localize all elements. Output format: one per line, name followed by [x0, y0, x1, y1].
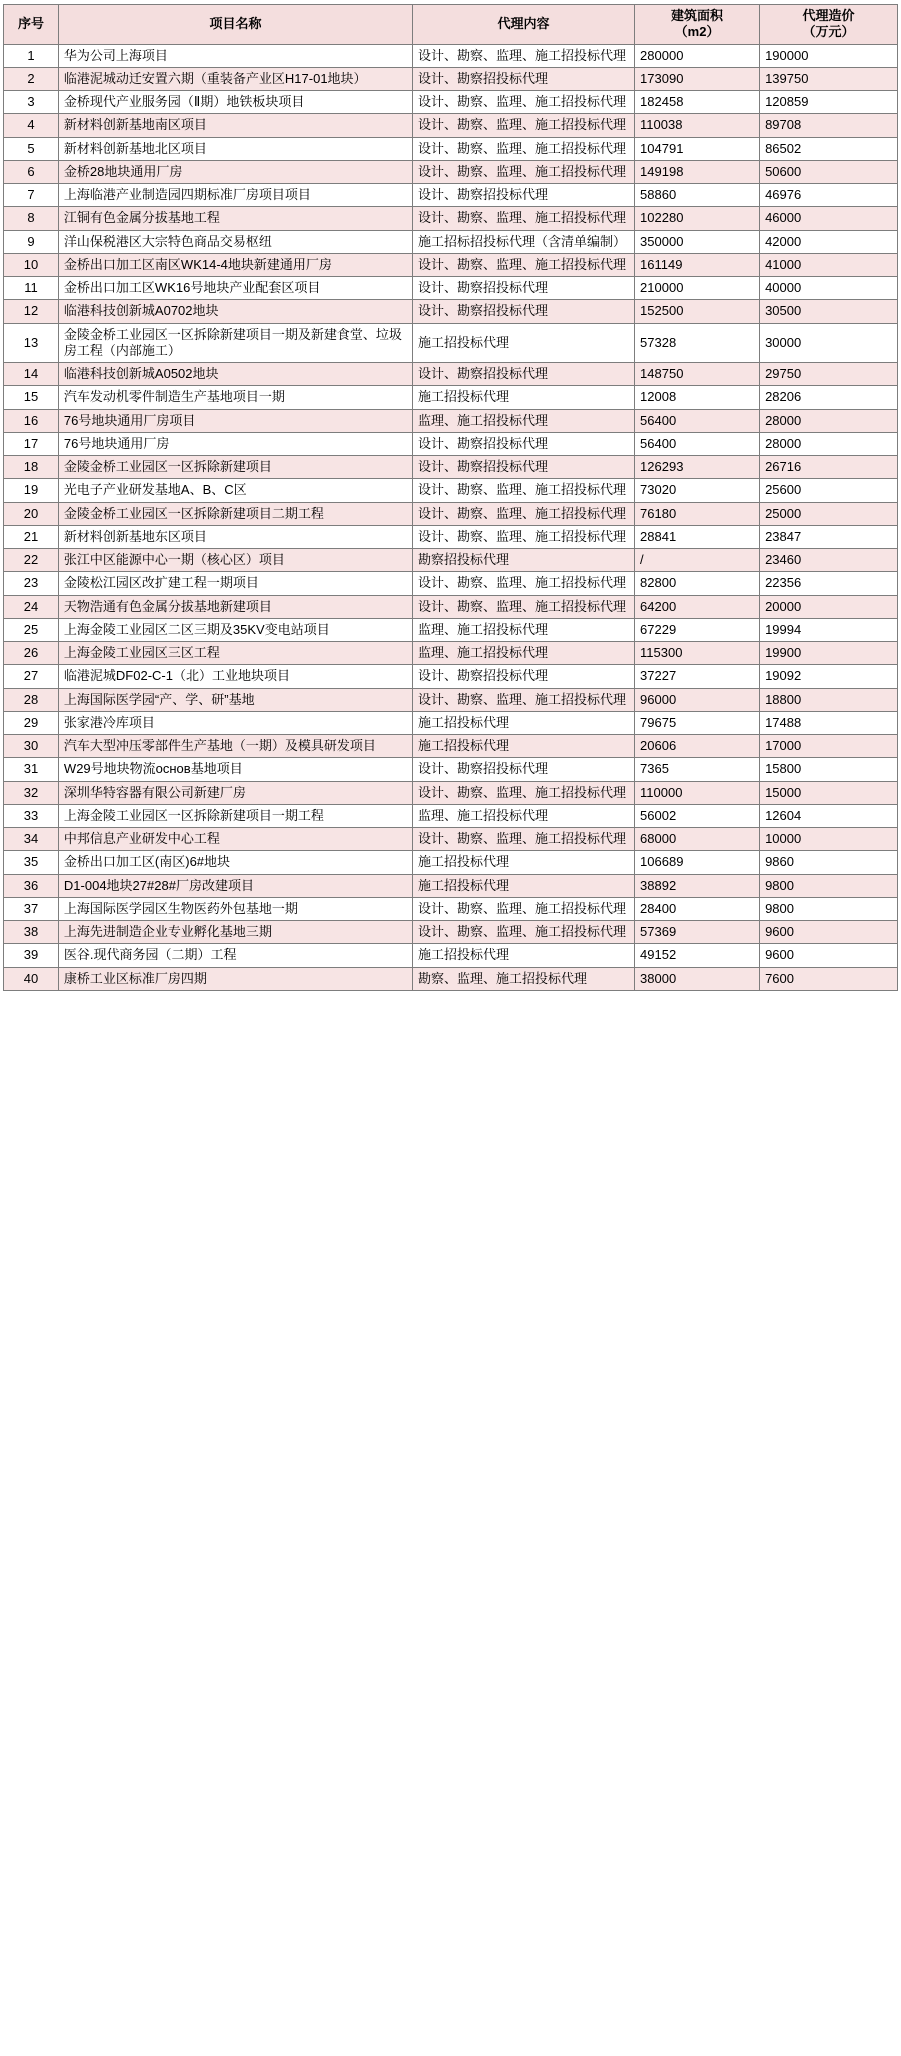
cell-agency-price: 23847: [760, 525, 898, 548]
cell-agency-scope: 设计、勘察、监理、施工招投标代理: [413, 479, 635, 502]
column-header-price-line2: （万元）: [802, 24, 855, 40]
cell-agency-scope: 设计、勘察招投标代理: [413, 363, 635, 386]
cell-seq: 38: [4, 921, 59, 944]
cell-seq: 33: [4, 804, 59, 827]
cell-agency-price: 86502: [760, 137, 898, 160]
cell-seq: 36: [4, 874, 59, 897]
cell-project-name: 上海临港产业制造园四期标准厂房项目项目: [58, 184, 412, 207]
cell-agency-scope: 设计、勘察招投标代理: [413, 665, 635, 688]
cell-building-area: 73020: [635, 479, 760, 502]
cell-agency-scope: 勘察、监理、施工招投标代理: [413, 967, 635, 990]
table-row: [4, 828, 898, 851]
cell-project-name: 76号地块通用厂房: [58, 432, 412, 455]
cell-building-area: 28841: [635, 525, 760, 548]
cell-agency-scope: 施工招投标代理: [413, 711, 635, 734]
cell-agency-price: 17000: [760, 735, 898, 758]
cell-agency-scope: 设计、勘察、监理、施工招投标代理: [413, 897, 635, 920]
cell-agency-price: 15800: [760, 758, 898, 781]
header-row: [4, 5, 898, 45]
cell-building-area: 58860: [635, 184, 760, 207]
cell-agency-scope: 设计、勘察、监理、施工招投标代理: [413, 921, 635, 944]
cell-agency-price: 29750: [760, 363, 898, 386]
cell-seq: 35: [4, 851, 59, 874]
cell-building-area: 7365: [635, 758, 760, 781]
cell-building-area: 57369: [635, 921, 760, 944]
table-row: [4, 967, 898, 990]
cell-project-name: 上海金陵工业园区三区工程: [58, 642, 412, 665]
project-table-sheet: [0, 0, 901, 993]
cell-building-area: 106689: [635, 851, 760, 874]
table-row: [4, 91, 898, 114]
cell-project-name: 汽车大型冲压零部件生产基地（一期）及模具研发项目: [58, 735, 412, 758]
cell-building-area: 28400: [635, 897, 760, 920]
table-header: [4, 5, 898, 45]
cell-project-name: 张家港冷库项目: [58, 711, 412, 734]
cell-building-area: 96000: [635, 688, 760, 711]
cell-seq: 21: [4, 525, 59, 548]
cell-agency-scope: 设计、勘察招投标代理: [413, 277, 635, 300]
cell-agency-price: 30000: [760, 323, 898, 363]
cell-seq: 30: [4, 735, 59, 758]
cell-seq: 31: [4, 758, 59, 781]
cell-agency-price: 9800: [760, 897, 898, 920]
cell-seq: 1: [4, 44, 59, 67]
cell-agency-price: 28000: [760, 432, 898, 455]
cell-project-name: 新材料创新基地东区项目: [58, 525, 412, 548]
cell-building-area: 126293: [635, 456, 760, 479]
cell-building-area: 56400: [635, 432, 760, 455]
column-header-area: [635, 5, 760, 45]
cell-agency-scope: 监理、施工招投标代理: [413, 409, 635, 432]
cell-agency-price: 19994: [760, 618, 898, 641]
cell-building-area: 102280: [635, 207, 760, 230]
cell-agency-scope: 设计、勘察、监理、施工招投标代理: [413, 137, 635, 160]
table-row: [4, 735, 898, 758]
cell-agency-price: 9600: [760, 921, 898, 944]
cell-seq: 26: [4, 642, 59, 665]
cell-seq: 4: [4, 114, 59, 137]
table-row: [4, 921, 898, 944]
cell-agency-price: 9860: [760, 851, 898, 874]
cell-seq: 14: [4, 363, 59, 386]
cell-agency-scope: 勘察招投标代理: [413, 549, 635, 572]
cell-agency-price: 28000: [760, 409, 898, 432]
cell-agency-scope: 设计、勘察、监理、施工招投标代理: [413, 502, 635, 525]
cell-project-name: 金陵松江园区改扩建工程一期项目: [58, 572, 412, 595]
cell-agency-scope: 施工招投标代理: [413, 386, 635, 409]
cell-agency-scope: 设计、勘察招投标代理: [413, 758, 635, 781]
cell-agency-price: 15000: [760, 781, 898, 804]
table-row: [4, 137, 898, 160]
cell-building-area: 57328: [635, 323, 760, 363]
cell-seq: 24: [4, 595, 59, 618]
cell-project-name: 新材料创新基地南区项目: [58, 114, 412, 137]
cell-seq: 27: [4, 665, 59, 688]
cell-seq: 9: [4, 230, 59, 253]
cell-project-name: 医谷.现代商务园（二期）工程: [58, 944, 412, 967]
cell-agency-price: 40000: [760, 277, 898, 300]
table-row: [4, 549, 898, 572]
cell-seq: 12: [4, 300, 59, 323]
cell-building-area: 148750: [635, 363, 760, 386]
table-row: [4, 874, 898, 897]
cell-agency-scope: 设计、勘察招投标代理: [413, 67, 635, 90]
cell-agency-scope: 设计、勘察招投标代理: [413, 432, 635, 455]
cell-project-name: 张江中区能源中心一期（核心区）项目: [58, 549, 412, 572]
cell-building-area: 38892: [635, 874, 760, 897]
cell-seq: 18: [4, 456, 59, 479]
cell-agency-price: 19092: [760, 665, 898, 688]
cell-project-name: 上海国际医学园“产、学、研”基地: [58, 688, 412, 711]
cell-building-area: 68000: [635, 828, 760, 851]
table-body: [4, 44, 898, 990]
cell-project-name: 上海金陵工业园区二区三期及35KV变电站项目: [58, 618, 412, 641]
project-table: [3, 4, 898, 991]
cell-project-name: D1-004地块27#28#厂房改建项目: [58, 874, 412, 897]
cell-seq: 7: [4, 184, 59, 207]
cell-project-name: 金桥出口加工区(南区)6#地块: [58, 851, 412, 874]
cell-project-name: 江铜有色金属分拔基地工程: [58, 207, 412, 230]
cell-agency-price: 20000: [760, 595, 898, 618]
cell-building-area: 104791: [635, 137, 760, 160]
cell-project-name: 汽车发动机零件制造生产基地项目一期: [58, 386, 412, 409]
cell-seq: 15: [4, 386, 59, 409]
table-row: [4, 618, 898, 641]
table-row: [4, 897, 898, 920]
cell-agency-price: 46976: [760, 184, 898, 207]
table-row: [4, 479, 898, 502]
cell-building-area: 152500: [635, 300, 760, 323]
cell-building-area: 49152: [635, 944, 760, 967]
table-row: [4, 665, 898, 688]
cell-agency-price: 9800: [760, 874, 898, 897]
table-row: [4, 323, 898, 363]
cell-seq: 39: [4, 944, 59, 967]
cell-project-name: 金陵金桥工业园区一区拆除新建项目二期工程: [58, 502, 412, 525]
cell-agency-price: 46000: [760, 207, 898, 230]
cell-building-area: 20606: [635, 735, 760, 758]
cell-agency-scope: 设计、勘察招投标代理: [413, 300, 635, 323]
cell-project-name: 临港科技创新城A0702地块: [58, 300, 412, 323]
table-row: [4, 432, 898, 455]
cell-building-area: 64200: [635, 595, 760, 618]
table-row: [4, 456, 898, 479]
cell-agency-scope: 施工招标招投标代理（含清单编制）: [413, 230, 635, 253]
cell-agency-scope: 施工招投标代理: [413, 944, 635, 967]
table-row: [4, 572, 898, 595]
table-row: [4, 502, 898, 525]
cell-building-area: 161149: [635, 253, 760, 276]
cell-seq: 19: [4, 479, 59, 502]
table-row: [4, 758, 898, 781]
table-row: [4, 711, 898, 734]
table-row: [4, 409, 898, 432]
cell-seq: 17: [4, 432, 59, 455]
cell-project-name: 天物浩通有色金属分拔基地新建项目: [58, 595, 412, 618]
cell-building-area: /: [635, 549, 760, 572]
cell-agency-scope: 监理、施工招投标代理: [413, 804, 635, 827]
cell-agency-price: 89708: [760, 114, 898, 137]
cell-agency-scope: 设计、勘察招投标代理: [413, 456, 635, 479]
cell-project-name: 康桥工业区标准厂房四期: [58, 967, 412, 990]
cell-agency-price: 30500: [760, 300, 898, 323]
cell-project-name: 临港科技创新城A0502地块: [58, 363, 412, 386]
cell-project-name: W29号地块物流основ基地项目: [58, 758, 412, 781]
cell-agency-scope: 设计、勘察、监理、施工招投标代理: [413, 114, 635, 137]
column-header-scope: 代理内容: [413, 5, 635, 45]
cell-project-name: 新材料创新基地北区项目: [58, 137, 412, 160]
cell-seq: 6: [4, 160, 59, 183]
cell-agency-price: 10000: [760, 828, 898, 851]
table-row: [4, 386, 898, 409]
cell-building-area: 110000: [635, 781, 760, 804]
column-header-price-line1: 代理造价: [802, 8, 855, 23]
cell-building-area: 56002: [635, 804, 760, 827]
table-row: [4, 804, 898, 827]
table-row: [4, 230, 898, 253]
cell-agency-price: 23460: [760, 549, 898, 572]
cell-agency-price: 42000: [760, 230, 898, 253]
cell-building-area: 115300: [635, 642, 760, 665]
cell-agency-scope: 设计、勘察、监理、施工招投标代理: [413, 595, 635, 618]
cell-agency-scope: 施工招投标代理: [413, 851, 635, 874]
cell-project-name: 深圳华特容器有限公司新建厂房: [58, 781, 412, 804]
table-row: [4, 300, 898, 323]
cell-seq: 23: [4, 572, 59, 595]
cell-building-area: 56400: [635, 409, 760, 432]
cell-agency-scope: 施工招投标代理: [413, 323, 635, 363]
cell-building-area: 210000: [635, 277, 760, 300]
cell-seq: 8: [4, 207, 59, 230]
cell-project-name: 临港泥城动迁安置六期（重装备产业区H17-01地块）: [58, 67, 412, 90]
cell-agency-scope: 设计、勘察、监理、施工招投标代理: [413, 44, 635, 67]
cell-seq: 2: [4, 67, 59, 90]
cell-agency-scope: 设计、勘察、监理、施工招投标代理: [413, 572, 635, 595]
cell-seq: 20: [4, 502, 59, 525]
cell-agency-scope: 监理、施工招投标代理: [413, 618, 635, 641]
cell-seq: 3: [4, 91, 59, 114]
cell-building-area: 350000: [635, 230, 760, 253]
table-row: [4, 642, 898, 665]
cell-project-name: 中邦信息产业研发中心工程: [58, 828, 412, 851]
cell-building-area: 280000: [635, 44, 760, 67]
cell-agency-price: 25000: [760, 502, 898, 525]
cell-agency-price: 120859: [760, 91, 898, 114]
table-row: [4, 363, 898, 386]
cell-project-name: 金桥出口加工区南区WK14-4地块新建通用厂房: [58, 253, 412, 276]
table-row: [4, 184, 898, 207]
cell-agency-scope: 施工招投标代理: [413, 735, 635, 758]
cell-building-area: 38000: [635, 967, 760, 990]
cell-agency-price: 12604: [760, 804, 898, 827]
cell-building-area: 12008: [635, 386, 760, 409]
cell-building-area: 76180: [635, 502, 760, 525]
table-row: [4, 207, 898, 230]
cell-agency-price: 22356: [760, 572, 898, 595]
table-row: [4, 851, 898, 874]
cell-agency-price: 19900: [760, 642, 898, 665]
cell-agency-scope: 监理、施工招投标代理: [413, 642, 635, 665]
cell-seq: 40: [4, 967, 59, 990]
table-row: [4, 44, 898, 67]
table-row: [4, 67, 898, 90]
cell-agency-scope: 施工招投标代理: [413, 874, 635, 897]
cell-seq: 13: [4, 323, 59, 363]
cell-seq: 34: [4, 828, 59, 851]
cell-project-name: 金桥现代产业服务园（Ⅱ期）地铁板块项目: [58, 91, 412, 114]
table-row: [4, 688, 898, 711]
cell-project-name: 洋山保税港区大宗特色商品交易枢纽: [58, 230, 412, 253]
cell-project-name: 金桥出口加工区WK16号地块产业配套区项目: [58, 277, 412, 300]
column-header-area-line1: 建筑面积: [671, 8, 724, 23]
cell-seq: 5: [4, 137, 59, 160]
cell-agency-price: 9600: [760, 944, 898, 967]
cell-building-area: 173090: [635, 67, 760, 90]
cell-building-area: 79675: [635, 711, 760, 734]
cell-project-name: 上海国际医学园区生物医药外包基地一期: [58, 897, 412, 920]
cell-agency-scope: 设计、勘察、监理、施工招投标代理: [413, 525, 635, 548]
cell-seq: 29: [4, 711, 59, 734]
cell-project-name: 临港泥城DF02-C-1（北）工业地块项目: [58, 665, 412, 688]
cell-project-name: 上海金陵工业园区一区拆除新建项目一期工程: [58, 804, 412, 827]
table-row: [4, 253, 898, 276]
table-row: [4, 160, 898, 183]
cell-building-area: 37227: [635, 665, 760, 688]
cell-agency-price: 7600: [760, 967, 898, 990]
cell-agency-price: 139750: [760, 67, 898, 90]
column-header-area-line2: （m2）: [674, 24, 720, 40]
cell-building-area: 67229: [635, 618, 760, 641]
column-header-seq: 序号: [4, 5, 59, 45]
cell-agency-scope: 设计、勘察、监理、施工招投标代理: [413, 253, 635, 276]
table-row: [4, 114, 898, 137]
table-row: [4, 525, 898, 548]
column-header-price: [760, 5, 898, 45]
cell-agency-price: 190000: [760, 44, 898, 67]
cell-agency-price: 18800: [760, 688, 898, 711]
table-row: [4, 595, 898, 618]
table-row: [4, 781, 898, 804]
table-row: [4, 277, 898, 300]
cell-agency-scope: 设计、勘察招投标代理: [413, 184, 635, 207]
cell-project-name: 光电子产业研发基地A、B、C区: [58, 479, 412, 502]
cell-agency-price: 25600: [760, 479, 898, 502]
cell-seq: 32: [4, 781, 59, 804]
cell-project-name: 华为公司上海项目: [58, 44, 412, 67]
cell-seq: 37: [4, 897, 59, 920]
cell-seq: 16: [4, 409, 59, 432]
cell-agency-price: 28206: [760, 386, 898, 409]
cell-agency-scope: 设计、勘察、监理、施工招投标代理: [413, 781, 635, 804]
cell-project-name: 金桥28地块通用厂房: [58, 160, 412, 183]
cell-agency-price: 26716: [760, 456, 898, 479]
cell-project-name: 金陵金桥工业园区一区拆除新建项目一期及新建食堂、垃圾房工程（内部施工）: [58, 323, 412, 363]
cell-agency-scope: 设计、勘察、监理、施工招投标代理: [413, 828, 635, 851]
cell-agency-price: 17488: [760, 711, 898, 734]
cell-seq: 28: [4, 688, 59, 711]
cell-seq: 10: [4, 253, 59, 276]
cell-agency-price: 50600: [760, 160, 898, 183]
column-header-name: 项目名称: [58, 5, 412, 45]
cell-agency-scope: 设计、勘察、监理、施工招投标代理: [413, 160, 635, 183]
cell-project-name: 上海先进制造企业专业孵化基地三期: [58, 921, 412, 944]
table-row: [4, 944, 898, 967]
cell-seq: 11: [4, 277, 59, 300]
cell-agency-scope: 设计、勘察、监理、施工招投标代理: [413, 91, 635, 114]
cell-project-name: 金陵金桥工业园区一区拆除新建项目: [58, 456, 412, 479]
cell-building-area: 110038: [635, 114, 760, 137]
cell-building-area: 149198: [635, 160, 760, 183]
cell-building-area: 182458: [635, 91, 760, 114]
cell-project-name: 76号地块通用厂房项目: [58, 409, 412, 432]
cell-building-area: 82800: [635, 572, 760, 595]
cell-agency-price: 41000: [760, 253, 898, 276]
cell-seq: 22: [4, 549, 59, 572]
cell-agency-scope: 设计、勘察、监理、施工招投标代理: [413, 207, 635, 230]
cell-seq: 25: [4, 618, 59, 641]
cell-agency-scope: 设计、勘察、监理、施工招投标代理: [413, 688, 635, 711]
